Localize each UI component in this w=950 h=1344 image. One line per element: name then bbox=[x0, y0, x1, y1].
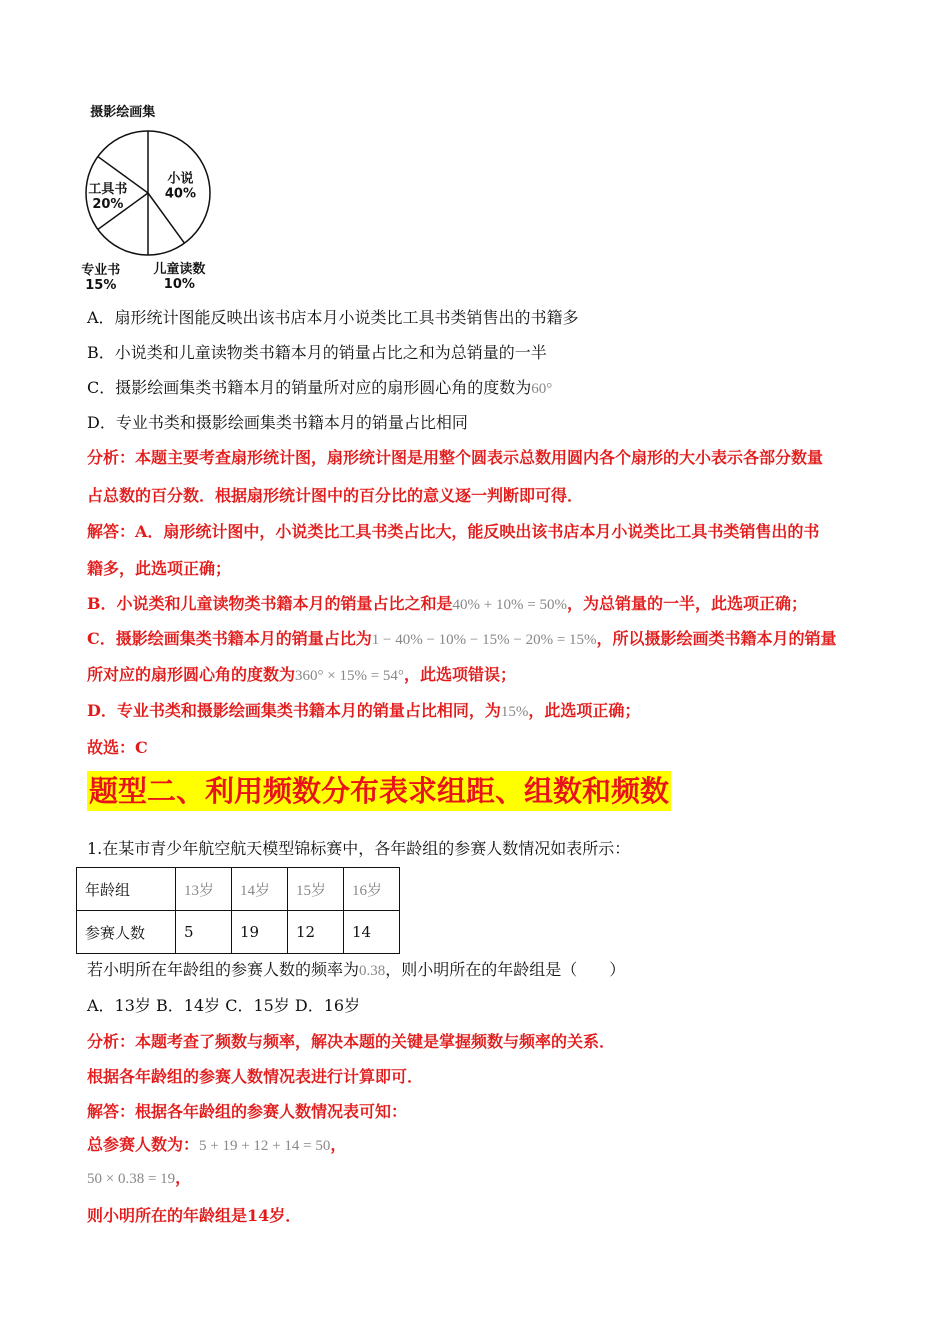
table-row bbox=[77, 911, 400, 954]
answer-d-tail: ，此选项正确； bbox=[528, 701, 641, 720]
answer-c-tail: ，所以摄影绘画类书籍本月的销量 bbox=[596, 629, 837, 648]
answer-line-2: 籍多，此选项正确； bbox=[87, 559, 232, 578]
q1-calc-math: 50 × 0.38 = 19 bbox=[87, 1171, 176, 1187]
answer-b bbox=[87, 591, 807, 614]
answer-c2-text: 所对应的扇形圆心角的度数为 bbox=[87, 665, 296, 684]
table-header-cell: 参赛人数 bbox=[77, 911, 176, 954]
answer-line-1: 解答：A．扇形统计图中，小说类比工具书类占比大，能反映出该书店本月小说类比工具书类销售出的书 bbox=[87, 522, 820, 541]
table-cell: 13岁 bbox=[176, 868, 232, 911]
table-cell: 14 bbox=[344, 911, 400, 954]
option-c-math: 60° bbox=[531, 381, 553, 397]
table-header-cell: 年龄组 bbox=[77, 868, 176, 911]
q1-total bbox=[87, 1132, 346, 1155]
final-answer: 故选：C bbox=[87, 738, 148, 757]
answer-b-math: 40% + 10% = 50% bbox=[452, 597, 567, 613]
option-a: A．扇形统计图能反映出该书店本月小说类比工具书类销售出的书籍多 bbox=[87, 308, 579, 327]
answer-c-math: 1 − 40% − 10% − 15% − 20% = 15% bbox=[371, 632, 597, 648]
age-table bbox=[76, 867, 400, 954]
pie-slice-label: 专业书 15% bbox=[81, 263, 121, 294]
pie-chart-svg bbox=[80, 104, 230, 298]
table-cell: 12 bbox=[288, 911, 344, 954]
table-cell: 19 bbox=[232, 911, 288, 954]
option-d: D．专业书类和摄影绘画集类书籍本月的销量占比相同 bbox=[87, 413, 468, 432]
q1-calc bbox=[87, 1165, 191, 1188]
option-c bbox=[87, 375, 552, 398]
q1-question bbox=[87, 957, 625, 980]
q1-total-text: 总参赛人数为： bbox=[87, 1135, 200, 1154]
q1-analysis-2: 根据各年龄组的参赛人数情况表进行计算即可． bbox=[87, 1067, 424, 1086]
answer-c-2 bbox=[87, 662, 516, 685]
table-cell: 14岁 bbox=[232, 868, 288, 911]
answer-d-text: D．专业书类和摄影绘画集类书籍本月的销量占比相同，为 bbox=[87, 701, 501, 720]
answer-c2-tail: ，此选项错误； bbox=[403, 665, 516, 684]
pie-chart bbox=[80, 104, 230, 298]
section-heading: 题型二、利用频数分布表求组距、组数和频数 bbox=[87, 771, 671, 811]
pie-slice-label: 儿童读数 10% bbox=[153, 261, 206, 292]
table-cell: 15岁 bbox=[288, 868, 344, 911]
answer-b-tail: ，为总销量的一半，此选项正确； bbox=[566, 594, 807, 613]
table-row bbox=[77, 868, 400, 911]
answer-d bbox=[87, 698, 640, 721]
pie-slice-label: 摄影绘画集 bbox=[90, 104, 156, 120]
answer-b-text: B．小说类和儿童读物类书籍本月的销量占比之和是 bbox=[87, 594, 453, 613]
answer-c bbox=[87, 626, 837, 649]
q1-calc-tail: ， bbox=[175, 1168, 192, 1187]
q1-total-math: 5 + 19 + 12 + 14 = 50 bbox=[199, 1138, 331, 1154]
pie-slice-label: 小说 40% bbox=[164, 171, 196, 202]
q1-question-math: 0.38 bbox=[359, 963, 386, 979]
pie-slice-label: 工具书 20% bbox=[88, 182, 128, 212]
q1-question-text: 若小明所在年龄组的参赛人数的频率为 bbox=[87, 960, 360, 979]
table-cell: 16岁 bbox=[344, 868, 400, 911]
analysis-line-2: 占总数的百分数．根据扇形统计图中的百分比的意义逐一判断即可得． bbox=[87, 486, 584, 505]
q1-stem: 1.在某市青少年航空航天模型锦标赛中，各年龄组的参赛人数情况如表所示： bbox=[87, 839, 631, 858]
option-b: B．小说类和儿童读物类书籍本月的销量占比之和为总销量的一半 bbox=[87, 343, 547, 362]
option-c-text: C．摄影绘画集类书籍本月的销量所对应的扇形圆心角的度数为 bbox=[87, 378, 532, 397]
q1-analysis-1: 分析：本题考查了频数与频率，解决本题的关键是掌握频数与频率的关系． bbox=[87, 1032, 616, 1051]
answer-d-math: 15% bbox=[500, 704, 529, 720]
q1-question-tail: ，则小明所在的年龄组是（ ） bbox=[385, 960, 626, 979]
q1-conclusion: 则小明所在的年龄组是14岁． bbox=[87, 1206, 302, 1225]
analysis-line-1: 分析：本题主要考查扇形统计图，扇形统计图是用整个圆表示总数用圆内各个扇形的大小表示各部分数量 bbox=[87, 448, 824, 467]
table-cell: 5 bbox=[176, 911, 232, 954]
q1-total-tail: ， bbox=[330, 1135, 347, 1154]
answer-c-text: C．摄影绘画集类书籍本月的销量占比为 bbox=[87, 629, 372, 648]
q1-answer-1: 解答：根据各年龄组的参赛人数情况表可知： bbox=[87, 1102, 408, 1121]
q1-options: A．13岁 B．14岁 C．15岁 D．16岁 bbox=[87, 996, 361, 1015]
answer-c2-math: 360° × 15% = 54° bbox=[295, 668, 404, 684]
